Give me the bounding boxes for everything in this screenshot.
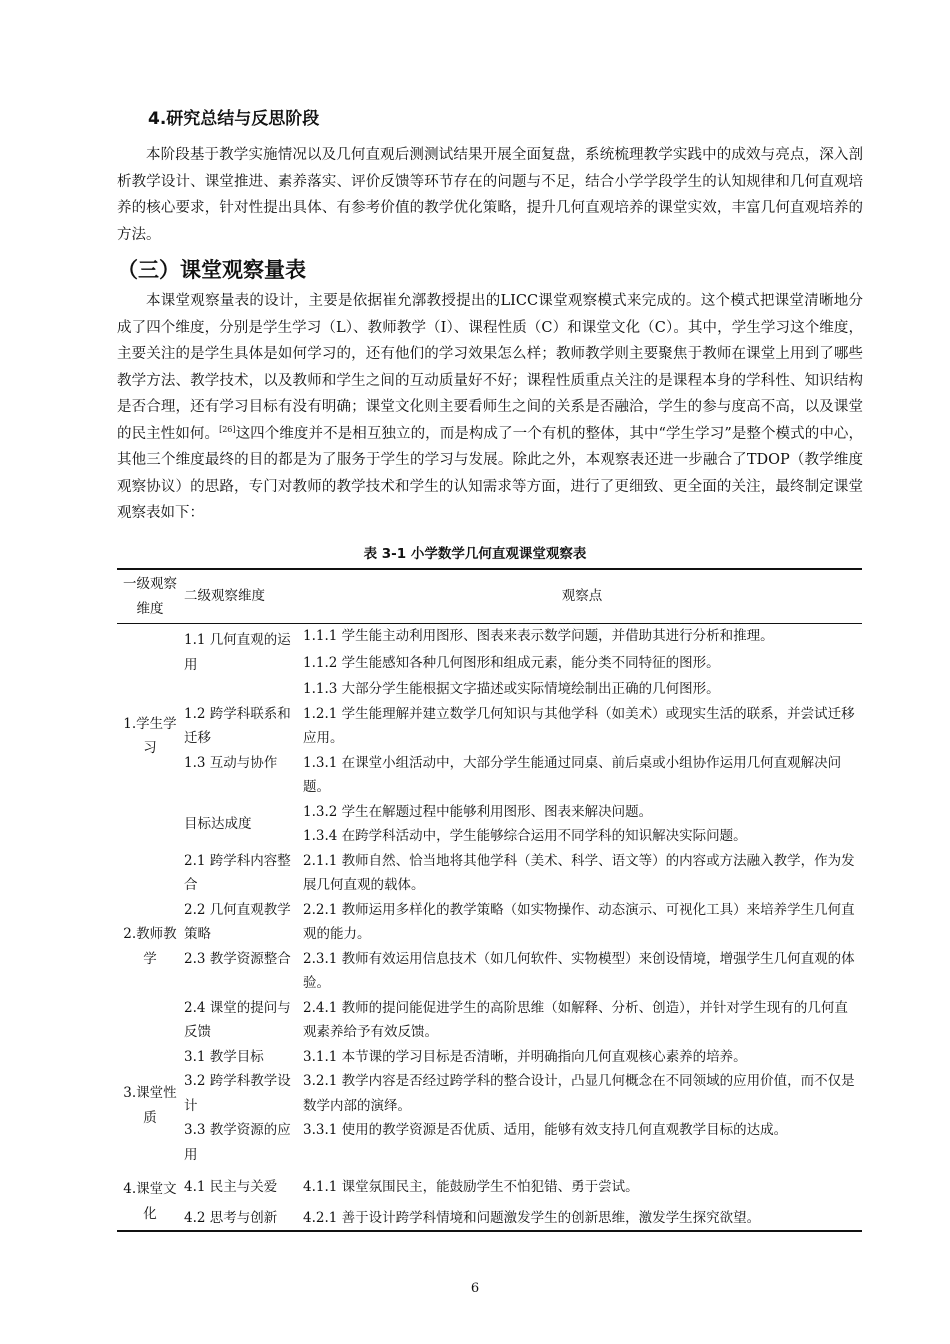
page-number: 6 [470, 1281, 480, 1296]
observation-cell: 1.3.2 学生在解题过程中能够利用图形、图表来解决问题。 [303, 803, 653, 820]
level2-cell: 目标达成度 [184, 815, 252, 832]
level2-cell: 2.3 教学资源整合 [184, 950, 291, 967]
section-heading-observation-scale: （三）课堂观察量表 [117, 258, 306, 282]
table-row [117, 898, 862, 947]
level2-cell: 2.4 课堂的提问与反馈 [184, 999, 291, 1040]
observation-cell: 3.1.1 本节课的学习目标是否清晰，并明确指向几何直观核心素养的培养。 [303, 1048, 747, 1065]
section-paragraph-licc [117, 288, 863, 527]
section-heading-research-summary: 4.研究总结与反思阶段 [148, 109, 320, 129]
table-row [117, 1200, 862, 1232]
paragraph-text [117, 288, 863, 527]
table-row [117, 996, 862, 1045]
section-paragraph-summary [117, 142, 863, 248]
observation-cell: 4.2.1 善于设计跨学科情境和问题激发学生的创新思维，激发学生探究欲望。 [303, 1209, 761, 1226]
level2-cell: 3.2 跨学科教学设计 [184, 1073, 291, 1114]
level2-cell: 3.1 教学目标 [184, 1048, 264, 1065]
observation-cell: 1.3.1 在课堂小组活动中，大部分学生能通过同桌、前后桌或小组协作运用几何直观解决问题。 [303, 754, 842, 795]
level2-cell: 1.2 跨学科联系和迁移 [184, 705, 291, 746]
observation-cell: 2.4.1 教师的提问能促进学生的高阶思维（如解释、分析、创造），并针对学生现有的几何直观素养给予有效反馈。 [303, 999, 848, 1040]
observation-cell: 3.3.1 使用的教学资源是否优质、适用，能够有效支持几何直观教学目标的达成。 [303, 1122, 788, 1138]
paragraph-part-2: 这四个维度并不是相互独立的，而是构成了一个有机的整体，其中“学生学习”是整个模式的中心，其他三个维度最终的目的都是为了服务于学生的学习与发展。除此之外，本观察表还进一步融合了TDOP（教学维度观察协议）的思路，专门对教师的教学技术和学生的认知需求等方面，进行了更细致、更全面的关注，最终制定课堂观察表如下： [117, 425, 864, 521]
level1-teacher-teaching: 2.教师教学 [123, 926, 177, 967]
table-row [117, 1167, 862, 1200]
observation-table [117, 568, 862, 1232]
paragraph-text: 本阶段基于教学实施情况以及几何直观后测测试结果开展全面复盘，系统梳理教学实践中的成效与亮点，深入剖析教学设计、课堂推进、素养落实、评价反馈等环节存在的问题与不足，结合小学学段学生的认知规律和几何直观培养的核心要求，针对性提出具体、有参考价值的教学优化策略，提升几何直观培养的课堂实效，丰富几何直观培养的方法。 [117, 147, 863, 243]
level2-cell: 2.2 几何直观教学策略 [184, 901, 291, 942]
observation-cell: 3.2.1 教学内容是否经过跨学科的整合设计，凸显几何概念在不同领域的应用价值，而不仅是数学内部的演绎。 [303, 1073, 855, 1114]
level1-student-learning: 1.学生学习 [123, 715, 177, 757]
table-row [117, 1118, 862, 1167]
table-row [117, 849, 862, 898]
table-row [117, 751, 862, 800]
level2-cell: 4.1 民主与关爱 [184, 1179, 278, 1195]
observation-cell: 4.1.1 课堂氛围民主，能鼓励学生不怕犯错、勇于尝试。 [303, 1179, 639, 1195]
observation-cell: 1.3.4 在跨学科活动中，学生能够综合运用不同学科的知识解决实际问题。 [303, 828, 747, 844]
header-observation-point: 观察点 [561, 588, 603, 605]
table-row [117, 624, 862, 651]
level2-cell-empty [183, 677, 302, 702]
level2-cell: 3.3 教学资源的应用 [184, 1122, 291, 1163]
level1-course-nature: 3.课堂性质 [123, 1085, 177, 1126]
table-header-row [117, 569, 862, 624]
table-row [117, 677, 862, 702]
level1-classroom-culture: 4.课堂文化 [123, 1181, 177, 1222]
table-row [117, 1045, 862, 1070]
paragraph-part-1: 本课堂观察量表的设计，主要是依据崔允漷教授提出的LICC课堂观察模式来完成的。这个模式把课堂清晰地分成了四个维度，分别是学生学习（L）、教师教学（I）、课程性质（C）和课堂文化（C）。其中，学生学习这个维度，主要关注的是学生具体是如何学习的，还有他们的学习效果怎么样；教师教学则主要聚焦于教师在课堂上用到了哪些教学方法、教学技术，以及教师和学生之间的互动质量好不好；课程性质重点关注的是课程本身的学科性、知识结构是否合理，还有学习目标有没有明确；课堂文化则主要看师生之间的关系是否融洽，学生的参与度高不高，以及课堂的民主性如何。 [117, 293, 863, 442]
observation-cell: 1.1.3 大部分学生能根据文字描述或实际情境绘制出正确的几何图形。 [303, 681, 720, 697]
table-caption: 表 3-1 小学数学几何直观课堂观察表 [363, 546, 587, 562]
table-row [117, 1069, 862, 1118]
observation-cell: 2.1.1 教师自然、恰当地将其他学科（美术、科学、语文等）的内容或方法融入教学，作为发展几何直观的载体。 [303, 852, 855, 893]
observation-cell: 2.3.1 教师有效运用信息技术（如几何软件、实物模型）来创设情境，增强学生几何直观的体验。 [303, 950, 855, 991]
level2-cell: 2.1 跨学科内容整合 [184, 852, 291, 893]
table-row [117, 702, 862, 751]
table-row [117, 800, 862, 825]
observation-cell: 1.2.1 学生能理解并建立数学几何知识与其他学科（如美术）或现实生活的联系，并尝试迁移应用。 [303, 705, 855, 746]
level2-cell: 1.1 几何直观的运用 [184, 632, 291, 673]
header-level1: 一级观察维度 [123, 576, 177, 617]
header-level2: 二级观察维度 [184, 588, 265, 605]
table-row [117, 947, 862, 996]
level2-cell: 4.2 思考与创新 [184, 1209, 278, 1226]
observation-cell: 2.2.1 教师运用多样化的教学策略（如实物操作、动态演示、可视化工具）来培养学生几何直观的能力。 [303, 901, 855, 942]
citation-marker: [26] [219, 424, 236, 434]
observation-cell: 1.1.1 学生能主动利用图形、图表来表示数学问题，并借助其进行分析和推理。 [303, 628, 774, 644]
level2-cell: 1.3 互动与协作 [184, 754, 278, 771]
observation-cell: 1.1.2 学生能感知各种几何图形和组成元素，能分类不同特征的图形。 [303, 654, 720, 671]
